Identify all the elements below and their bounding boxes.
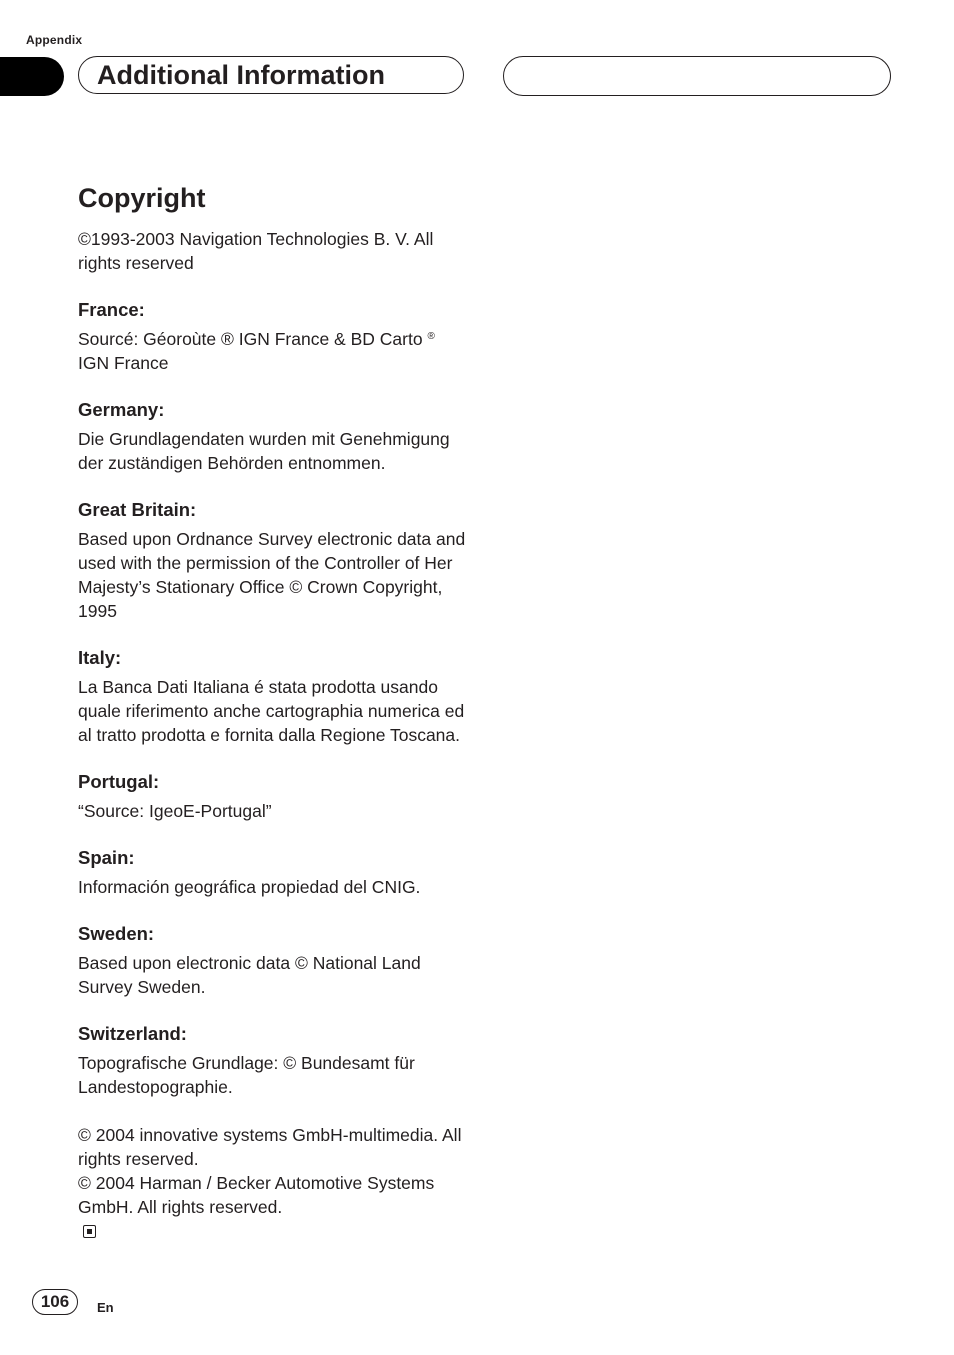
france-text-line2: IGN France [78, 353, 169, 373]
closing-innovative-systems: © 2004 innovative systems GmbH-multimedia. All rights reserved. [78, 1125, 462, 1169]
closing-harman-becker: © 2004 Harman / Becker Automotive Systems GmbH. All rights reserved. [78, 1173, 435, 1217]
section-text-italy: La Banca Dati Italiana é stata prodotta usando quale riferimento anche cartographia numerica ed al tratto prodotta e fornita dalla Regione Toscana. [78, 677, 465, 745]
section-heading-germany: Germany: [78, 399, 165, 420]
section-tab-marker [0, 57, 64, 96]
language-label: En [97, 1300, 114, 1315]
section-heading-spain: Spain: [78, 847, 135, 868]
section-heading-great-britain: Great Britain: [78, 499, 197, 520]
section-heading-portugal: Portugal: [78, 771, 160, 792]
intro-text: ©1993-2003 Navigation Technologies B. V. All rights reserved [78, 229, 434, 273]
section-heading-sweden: Sweden: [78, 923, 155, 944]
registered-mark: ® [427, 331, 435, 342]
section-heading-switzerland: Switzerland: [78, 1023, 187, 1044]
section-heading-france: France: [78, 299, 145, 320]
section-text-switzerland: Topografische Grundlage: © Bundesamt für Landestopographie. [78, 1053, 415, 1097]
section-text-great-britain: Based upon Ordnance Survey electronic data and used with the permission of the Controller of Her Majesty’s Stationary Office © Crown Copyright, 1995 [78, 529, 466, 621]
spacer [78, 1099, 470, 1123]
section-header-pill [78, 56, 464, 94]
section-text-france [78, 327, 470, 375]
section-text-sweden: Based upon electronic data © National Land Survey Sweden. [78, 953, 421, 997]
end-mark-icon [83, 1225, 96, 1238]
page-number: 106 [32, 1289, 78, 1315]
section-text-spain: Información geográfica propiedad del CNIG. [78, 877, 421, 897]
copyright-content [78, 227, 470, 1244]
section-heading-italy: Italy: [78, 647, 122, 668]
section-text-portugal: “Source: IgeoE-Portugal” [78, 801, 272, 821]
section-text-germany: Die Grundlagendaten wurden mit Genehmigung der zuständigen Behörden entnommen. [78, 429, 450, 473]
page-title: Copyright [78, 183, 206, 213]
section-title: Additional Information [97, 60, 385, 90]
appendix-label: Appendix [26, 33, 83, 47]
france-text-line1: Sourcé: Géoroùte ® IGN France & BD Carto [78, 329, 423, 349]
empty-header-pill [503, 56, 891, 96]
